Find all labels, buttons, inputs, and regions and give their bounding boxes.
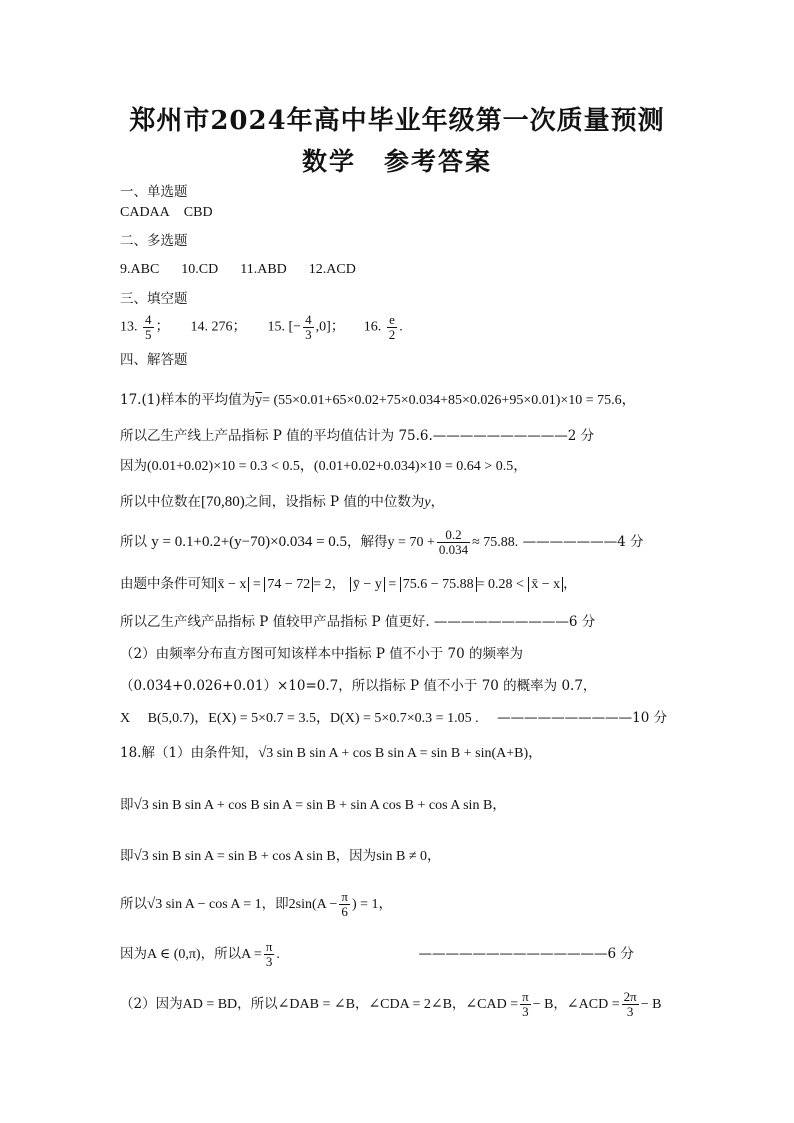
answer-11: 11.ABD [240, 262, 287, 277]
p18-line-2: 即√3 sin B sin A + cos B sin A = sin B + sin A cos B + cos A sin B， [120, 797, 507, 813]
answers-group-a: CADAA [120, 205, 170, 220]
pi-over-3-fraction: $\frac{\pi}{3}$ [265, 939, 273, 969]
q15-label: 15. [267, 319, 285, 335]
q13-label: 13. [120, 319, 138, 335]
document-subtitle [0, 142, 794, 178]
p17-line-1: 17.(1)样本的平均值为$\overline{y}= (55\times 0.01+65\times 0.02+75\times 0.034+85\times 0.026+95\times 0.01)\times 10 = 75.6$， [120, 392, 636, 408]
fill-blank-answers: 13. $\frac{4}{5}$ ； 14. 276； 15. [− $\frac{4}{3}$ ,0]； 16. $\frac{e}{2}$ . [120, 312, 403, 342]
answer-10: 10.CD [181, 262, 219, 277]
q16-label: 16. [363, 319, 382, 335]
p17-line-7: 所以乙生产线产品指标 P 值较甲产品指标 P 值更好. ——————————6 分 [120, 614, 596, 630]
q14-answer: 14. 276； [190, 319, 247, 335]
p17-line-9: （0.034+0.026+0.01）×10=0.7，所以指标 P 值不小于 70 的概率为 0.7， [120, 678, 597, 694]
section-heading-fill-blank: 三、填空题 [120, 291, 188, 307]
p18-line-3: 即√3 sin B sin A = sin B + cos A sin B，因为sin B ≠ 0， [120, 848, 442, 864]
answer-key-label: 参考答案 [384, 147, 493, 176]
pi-over-6-fraction: $\frac{\pi}{6}$ [341, 889, 348, 919]
answers-group-b: CBD [183, 205, 213, 220]
ybar-symbol: $\overline{y}$ [255, 393, 263, 408]
p18-line-6: （2）因为AD = BD，所以∠DAB = ∠B，∠CDA = 2∠B，∠CAD = $\frac{\pi}{3}$ − B，∠ACD = $\frac{2\pi}{3}$ − B [120, 989, 662, 1019]
p17-line-3: 因为(0.01+0.02)×10 = 0.3 < 0.5，(0.01+0.02+0.034)×10 = 0.64 > 0.5， [120, 458, 528, 474]
median-fraction: $\frac{0.2}{0.034}$ [438, 527, 469, 557]
cad-fraction: $\frac{\pi}{3}$ [522, 989, 529, 1019]
multi-choice-answers [120, 261, 356, 279]
p17-line-5: 所以 y = 0.1+0.2+(y−70)×0.034 = 0.5，解得y = 70 + $\frac{0.2}{0.034}$ ≈ 75.88. ———————4 分 [120, 527, 644, 557]
answer-12: 12.ACD [308, 262, 356, 277]
p17-line-6: 由题中条件可知 x̄ − x = 74 − 72 = 2， ȳ − y = 75.6 − 75.88 = 0.28 < x̄ − x ， [120, 576, 577, 592]
p18-line-1: 18.解（1）由条件知，√3 sin B sin A + cos B sin A = sin B + sin(A+B)， [120, 745, 543, 761]
single-choice-answers [120, 204, 213, 222]
section-heading-solutions: 四、解答题 [120, 352, 188, 368]
p17-line-8: （2）由频率分布直方图可知该样本中指标 P 值不小于 70 的频率为 [120, 646, 524, 662]
subject-label: 数学 [301, 147, 356, 176]
p18-line-5: 因为A ∈ (0,π)，所以A = $\frac{\pi}{3}$ . ——————————————6 分 [120, 939, 634, 969]
q16-fraction: $\frac{e}{2}$ [388, 312, 396, 342]
q13-fraction: $\frac{4}{5}$ [145, 312, 152, 342]
p17-line-2: 所以乙生产线上产品指标 P 值的平均值估计为 75.6.——————————2 分 [120, 428, 595, 444]
section-heading-single-choice: 一、单选题 [120, 184, 188, 200]
answer-9: 9.ABC [120, 262, 160, 277]
p17-line-10: X B(5,0.7)，E(X) = 5×0.7 = 3.5，D(X) = 5×0.7×0.3 = 1.05 . ——————————10 分 [120, 710, 668, 726]
document-title: 郑州市2024年高中毕业年级第一次质量预测 [129, 106, 665, 136]
p18-line-4: 所以√3 sin A − cos A = 1，即2sin(A − $\frac{\pi}{6}$ ) = 1， [120, 889, 393, 919]
section-heading-multi-choice: 二、多选题 [120, 233, 188, 249]
q15-fraction: $\frac{4}{3}$ [305, 312, 312, 342]
acd-fraction: $\frac{2\pi}{3}$ [623, 989, 637, 1019]
p17-line-4: 所以中位数在[70,80)之间，设指标 P 值的中位数为y， [120, 494, 445, 510]
